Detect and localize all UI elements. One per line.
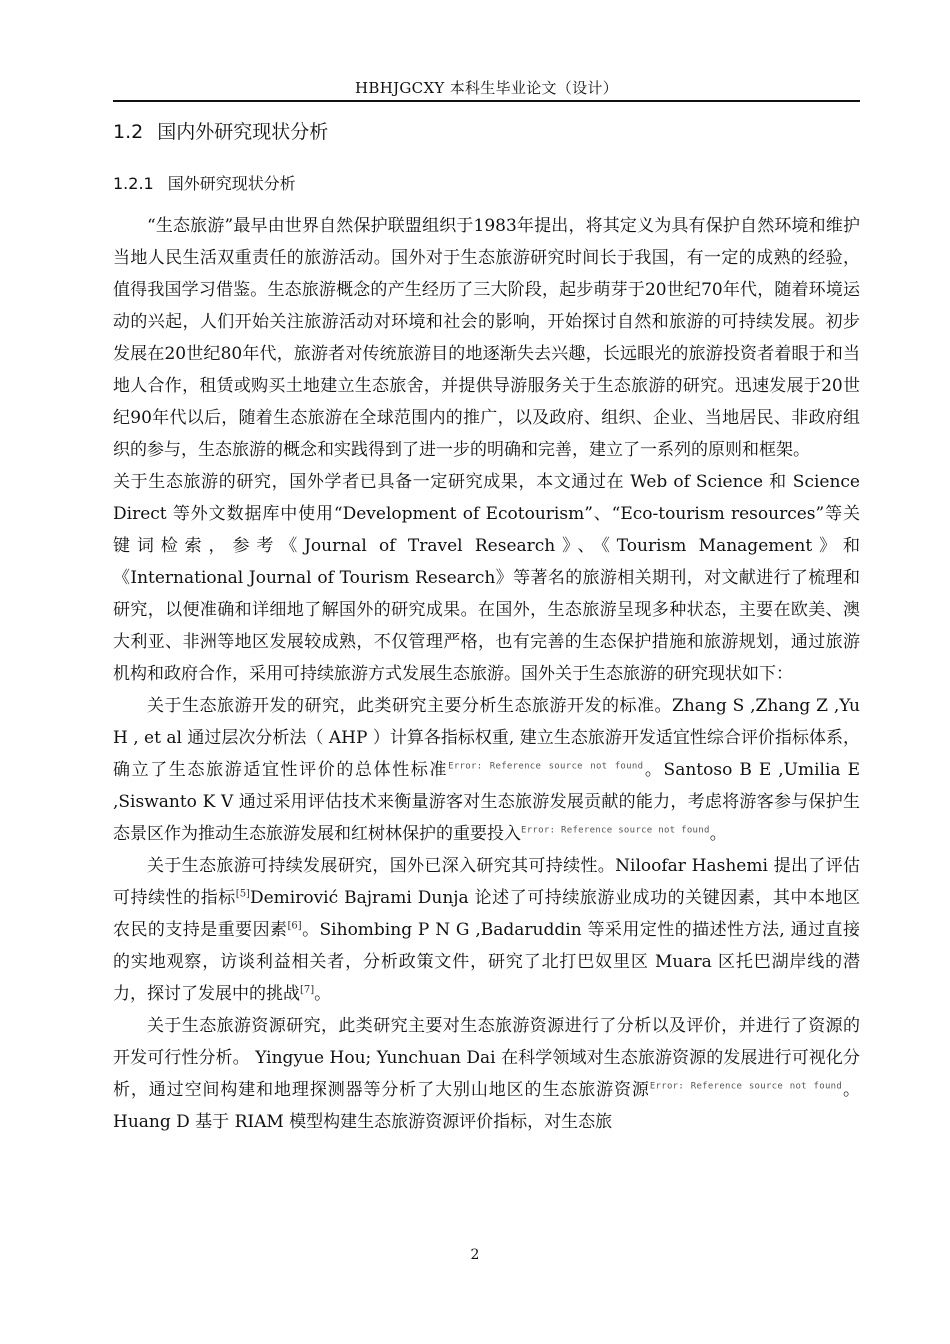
text-run: 。 bbox=[709, 824, 727, 844]
subsection-heading bbox=[113, 173, 296, 195]
section-heading bbox=[113, 120, 328, 144]
page-number: 2 bbox=[470, 1247, 480, 1263]
citation-7: [7] bbox=[300, 984, 315, 996]
header-rule bbox=[113, 100, 860, 102]
section-title: 国内外研究现状分析 bbox=[157, 121, 329, 143]
citation-5: [5] bbox=[235, 888, 250, 900]
paragraph-ecotourism-history: “生态旅游”最早由世界自然保护联盟组织于1983年提出，将其定义为具有保护自然环境和维护当地人民生活双重责任的旅游活动。国外对于生态旅游研究时间长于我国，有一定的成熟的经验，值得我国学习借鉴。生态旅游概念的产生经历了三大阶段，起步萌芽于20世纪70年代，随着环境运动的兴起，人们开始关注旅游活动对环境和社会的影响，开始探讨自然和旅游的可持续发展。初步发展在20世纪80年代，旅游者对传统旅游目的地逐渐失去兴趣，长远眼光的旅游投资者着眼于和当地人合作，租赁或购买土地建立生态旅舍，并提供导游服务关于生态旅游的研究。迅速发展于20世纪90年代以后，随着生态旅游在全球范围内的推广，以及政府、组织、企业、当地居民、非政府组织的参与，生态旅游的概念和实践得到了进一步的明确和完善，建立了一系列的原则和框架。 bbox=[113, 216, 860, 460]
reference-error: Error: Reference source not found bbox=[521, 825, 710, 836]
paragraph-development-research bbox=[113, 690, 860, 850]
reference-error: Error: Reference source not found bbox=[649, 1081, 843, 1092]
text-run: 关于生态旅游开发的研究，此类研究主要分析生态旅游开发的标准。Zhang S ,Zhang Z ,Yu H , et al 通过层次分析法（ AHP ）计算各指标权重, 建立生态旅游开发适宜性综合评价指标体系，确立了生态旅游适宜性评价的总体性标准 bbox=[113, 696, 860, 780]
subsection-number: 1.2.1 bbox=[113, 174, 154, 193]
text-run: Demirović Bajrami Dunja 论述了可持续旅游业成功的关键因素，其中本地区农民的支持是重要因素 bbox=[113, 888, 860, 940]
text-run: 。Huang D 基于 RIAM 模型构建生态旅游资源评价指标，对生态旅 bbox=[113, 1080, 861, 1132]
citation-6: [6] bbox=[287, 920, 302, 932]
subsection-title: 国外研究现状分析 bbox=[167, 174, 296, 193]
paragraph-research-methods: 关于生态旅游的研究，国外学者已具备一定研究成果，本文通过在 Web of Science 和 Science Direct 等外文数据库中使用“Development of Ecotourism”、“Eco-tourism resources”等关键词检索，参考《Journal of Travel Research》、《Tourism Management》和《International Journal of Tourism Research》等著名的旅游相关期刊，对文献进行了梳理和研究，以便准确和详细地了解国外的研究成果。在国外，生态旅游呈现多种状态，主要在欧美、澳大利亚、非洲等地区发展较成熟，不仅管理严格，也有完善的生态保护措施和旅游规划，通过旅游机构和政府合作，采用可持续旅游方式发展生态旅游。国外关于生态旅游的研究现状如下： bbox=[113, 472, 860, 684]
section-number: 1.2 bbox=[113, 121, 144, 143]
body-text bbox=[113, 210, 860, 1138]
reference-error: Error: Reference source not found bbox=[448, 761, 644, 772]
text-run: 关于生态旅游资源研究，此类研究主要对生态旅游资源进行了分析以及评价，并进行了资源的开发可行性分析。 Yingyue Hou; Yunchuan Dai 在科学领域对生态旅游资源的发展进行可视化分析，通过空间构建和地理探测器等分析了大别山地区的生态旅游资源 bbox=[113, 1016, 860, 1100]
running-header: HBHJGCXY 本科生毕业论文（设计） bbox=[354, 79, 618, 97]
text-run: 。Sihombing P N G ,Badaruddin 等采用定性的描述性方法, 通过直接的实地观察，访谈利益相关者，分析政策文件，研究了北打巴奴里区 Muara 区托巴湖岸线的潜力，探讨了发展中的挑战 bbox=[113, 920, 860, 1004]
text-run: 。 bbox=[314, 984, 332, 1004]
text-run: 关于生态旅游可持续发展研究，国外已深入研究其可持续性。Niloofar Hashemi 提出了评估可持续性的指标 bbox=[113, 856, 860, 908]
paragraph-resource-research bbox=[113, 1010, 860, 1138]
text-run: 。Santoso B E ,Umilia E ,Siswanto K V 通过采用评估技术来衡量游客对生态旅游发展贡献的能力，考虑将游客参与保护生态景区作为推动生态旅游发展和红树林保护的重要投入 bbox=[113, 760, 860, 844]
paragraph-sustainability-research bbox=[113, 850, 860, 1010]
